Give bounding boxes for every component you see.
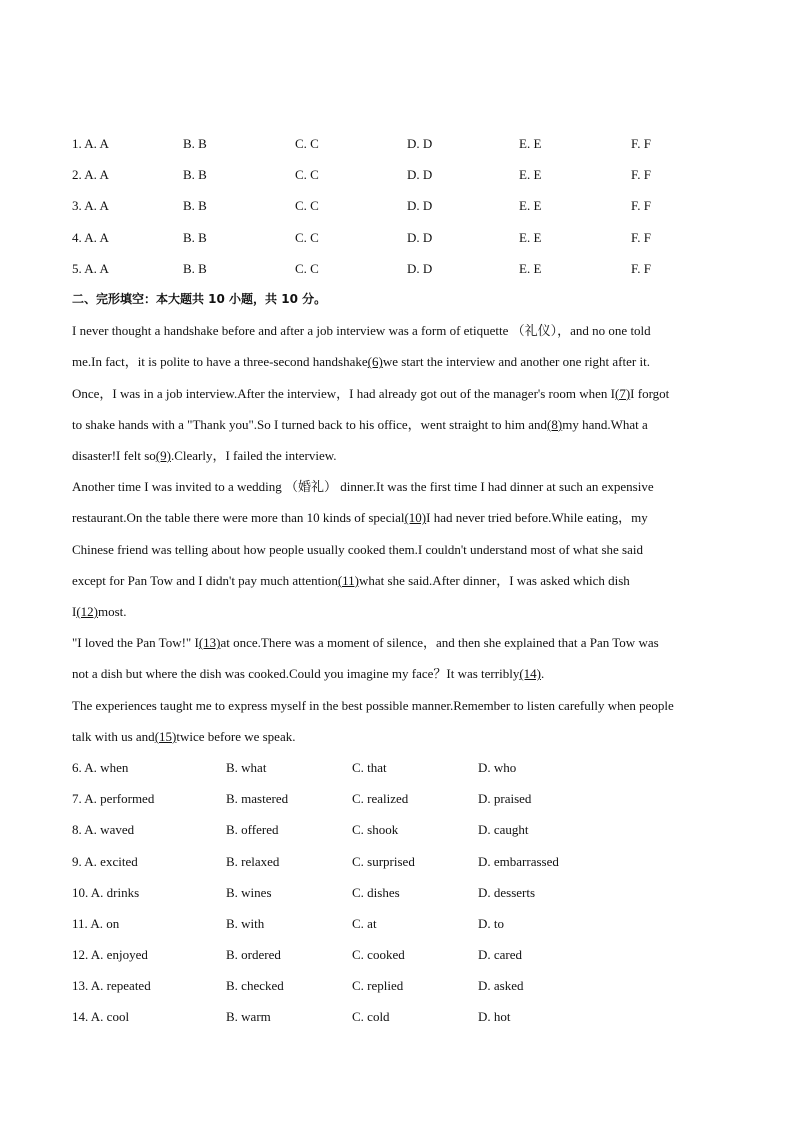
option: C. C [295, 167, 319, 183]
answer-row [72, 253, 732, 284]
option: A. when [84, 759, 129, 775]
option: D. cared [478, 947, 523, 963]
option: B. ordered [226, 947, 281, 963]
option: A. repeated [90, 978, 151, 994]
question-number: 7. [72, 791, 82, 807]
answer-row [72, 222, 732, 253]
option: B. with [226, 915, 265, 931]
option: B. relaxed [226, 853, 280, 869]
option: A. A [84, 167, 109, 183]
option: E. E [519, 167, 542, 183]
option: C. cooked [352, 947, 405, 963]
option: E. E [519, 198, 542, 214]
option: C. C [295, 229, 319, 245]
question-row [72, 752, 732, 783]
question-number: 11. [72, 915, 88, 931]
question-row [72, 970, 732, 1001]
passage-line: I(12)most. [72, 603, 127, 619]
passage-line: Once，I was in a job interview.After the interview，I had already got out of the manager's room when I(7)I forgot [72, 385, 670, 401]
passage-line: restaurant.On the table there were more than 10 kinds of special(10)I had never tried before.While eating，my [72, 510, 648, 526]
passage-line: me.In fact，it is polite to have a three-second handshake(6)we start the interview and another one right after it. [72, 354, 650, 370]
option: D. desserts [478, 884, 536, 900]
question-number: 9. [72, 853, 82, 869]
question-row [72, 814, 732, 845]
question-row [72, 846, 732, 877]
option: B. B [183, 229, 207, 245]
blank-12: (12) [76, 603, 99, 619]
answer-row [72, 128, 732, 159]
option: D. praised [478, 791, 532, 807]
passage-line: talk with us and(15)twice before we speak. [72, 728, 296, 744]
option: A. drinks [90, 884, 140, 900]
blank-10: (10) [404, 510, 427, 526]
option: A. A [84, 198, 109, 214]
passage-line: I never thought a handshake before and after a job interview was a form of etiquette （礼仪），and no one told [72, 323, 651, 339]
option: C. C [295, 260, 319, 276]
option: A. performed [84, 791, 155, 807]
passage-line: except for Pan Tow and I didn't pay much attention(11)what she said.After dinner，I was asked which dish [72, 572, 630, 588]
passage-line: Another time I was invited to a wedding （婚礼） dinner.It was the first time I had dinner at such an expensive [72, 479, 654, 495]
exam-page [72, 128, 732, 1033]
option: C. cold [352, 1009, 390, 1025]
blank-6: (6) [367, 354, 383, 370]
option: B. B [183, 198, 207, 214]
option: C. surprised [352, 853, 415, 869]
question-number: 8. [72, 822, 82, 838]
passage-line: The experiences taught me to express myself in the best possible manner.Remember to listen carefully when people [72, 697, 674, 713]
blank-11: (11) [337, 572, 360, 588]
option: D. who [478, 759, 517, 775]
option: A. on [90, 915, 120, 931]
option: D. caught [478, 822, 529, 838]
blank-7: (7) [615, 385, 631, 401]
option: B. offered [226, 822, 279, 838]
option: C. C [295, 198, 319, 214]
question-number: 10. [72, 884, 89, 900]
option: A. A [84, 260, 109, 276]
blank-14: (14) [519, 666, 541, 682]
option: C. realized [352, 791, 409, 807]
passage-line: not a dish but where the dish was cooked.Could you imagine my face？It was terribly(14). [72, 666, 545, 682]
question-number: 6. [72, 759, 82, 775]
question-number: 12. [72, 947, 89, 963]
passage-line: "I loved the Pan Tow!" I(13)at once.There was a moment of silence，and then she explained that a Pan Tow was [72, 635, 659, 651]
cloze-question-list [72, 752, 732, 1033]
option: B. wines [226, 884, 272, 900]
option: D. D [407, 229, 433, 245]
question-number: 13. [72, 978, 89, 994]
option: C. replied [352, 978, 404, 994]
section-heading: 二、完形填空：本大题共 10 小题，共 10 分。 [72, 291, 327, 306]
option: B. B [183, 260, 207, 276]
passage-line: disaster!I felt so(9).Clearly，I failed the interview. [72, 447, 337, 463]
answer-row [72, 159, 732, 190]
option: F. F [631, 136, 651, 151]
option: B. what [226, 759, 267, 775]
answer-row [72, 190, 732, 221]
option: A. waved [84, 822, 135, 838]
option: F. F [631, 260, 651, 276]
passage-line: Chinese friend was telling about how people usually cooked them.I couldn't understand most of what she said [72, 541, 643, 557]
option: D. D [407, 136, 433, 151]
question-number: 2. [72, 167, 82, 183]
option: C. shook [352, 822, 399, 838]
question-row [72, 783, 732, 814]
question-number: 14. [72, 1009, 89, 1025]
blank-8: (8) [547, 416, 563, 432]
option: B. warm [226, 1009, 271, 1025]
option: D. to [478, 915, 504, 931]
question-row [72, 877, 732, 908]
option: C. C [295, 136, 319, 151]
question-row [72, 1001, 732, 1032]
passage-line: to shake hands with a "Thank you".So I turned back to his office，went straight to him and(8)my hand.What a [72, 416, 648, 432]
question-number: 3. [72, 198, 82, 214]
question-number: 1. [72, 136, 82, 151]
option: A. A [84, 229, 109, 245]
option: F. F [631, 198, 651, 214]
blank-13: (13) [198, 635, 221, 651]
option: B. checked [226, 978, 284, 994]
option: E. E [519, 136, 542, 151]
listening-answer-list [72, 128, 732, 284]
option: B. B [183, 136, 207, 151]
option: B. mastered [226, 791, 289, 807]
option: B. B [183, 167, 207, 183]
option: C. dishes [352, 884, 400, 900]
option: A. A [84, 136, 109, 151]
option: F. F [631, 167, 651, 183]
option: A. excited [84, 853, 138, 869]
option: A. cool [90, 1009, 130, 1025]
option: F. F [631, 229, 651, 245]
option: D. D [407, 260, 433, 276]
option: E. E [519, 260, 542, 276]
option: E. E [519, 229, 542, 245]
option: D. D [407, 167, 433, 183]
question-row [72, 939, 732, 970]
option: D. D [407, 198, 433, 214]
blank-15: (15) [154, 728, 177, 744]
option: C. at [352, 915, 377, 931]
blank-9: (9) [155, 447, 171, 463]
question-number: 4. [72, 229, 82, 245]
option: D. hot [478, 1009, 511, 1025]
option: C. that [352, 759, 387, 775]
option: D. asked [478, 978, 524, 994]
question-number: 5. [72, 260, 82, 276]
option: D. embarrassed [478, 853, 559, 869]
question-row [72, 908, 732, 939]
option: A. enjoyed [90, 947, 148, 963]
cloze-passage [72, 315, 732, 752]
